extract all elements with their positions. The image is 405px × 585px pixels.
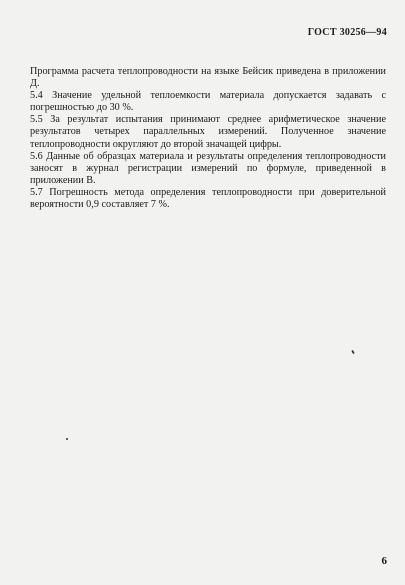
paragraph-appendix-note: Программа расчета теплопроводности на языке Бейсик приведена в приложении Д. (30, 66, 386, 90)
paragraph-5-6: 5.6 Данные об образцах материала и результаты определения теплопроводности заносят в журнал регистрации измерений по формуле, приведенной в приложении В. (30, 150, 386, 186)
scan-speck (351, 350, 355, 354)
body-text (30, 66, 386, 211)
page-number: 6 (381, 555, 387, 567)
paragraph-5-5: 5.5 За результат испытания принимают среднее арифметическое значение результатов четырех параллельных измерений. Полученное значение теплопроводности округляют до второй значащей цифры. (30, 114, 386, 150)
paragraph-5-7: 5.7 Погрешность метода определения теплопроводности при доверительной вероятности 0,9 составляет 7 %. (30, 186, 386, 211)
paragraph-5-4: 5.4 Значение удельной теплоемкости материала допускается задавать с погрешностью до 30 %. (30, 90, 386, 114)
scan-speck (66, 438, 68, 440)
standard-header: ГОСТ 30256—94 (307, 27, 387, 38)
